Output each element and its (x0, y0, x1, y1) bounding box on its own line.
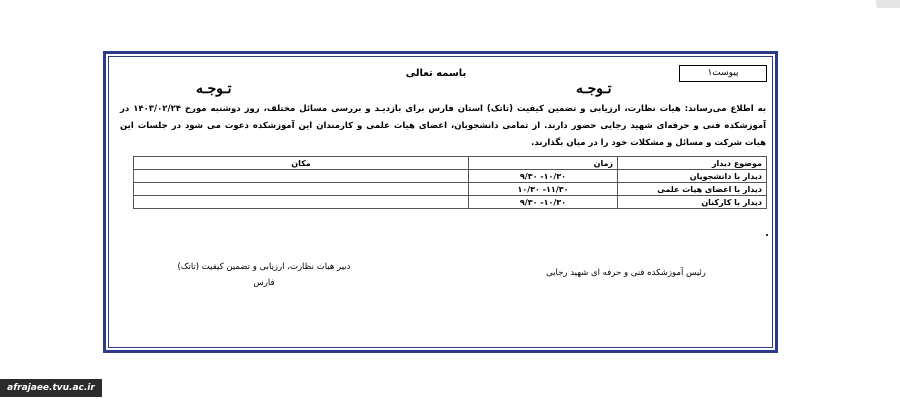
signature-right: رئیس آموزشکده فنی و حرفه ای شهید رجایی (546, 268, 706, 278)
header-place: مکان (134, 157, 469, 170)
table-header-row (134, 157, 767, 170)
row-topic: دیدار با کارکنان (618, 196, 767, 209)
schedule-table (133, 156, 767, 209)
header-time: زمان (469, 157, 618, 170)
document-title: باسمه تعالی (405, 68, 467, 79)
signature-left-line2: فارس (253, 278, 275, 288)
notice-heading-right: تـوجـه (576, 81, 612, 97)
signature-left-line1: دبیر هیات نظارت، ارزیابی و تضمین کیفیت (تاتک) (177, 262, 351, 272)
attachment-label: پیوست۱ (679, 65, 767, 82)
site-url-badge[interactable]: afrajaee.tvu.ac.ir (0, 379, 102, 397)
row-place (134, 183, 469, 196)
table-row (134, 183, 767, 196)
header-topic: موضوع دیدار (618, 157, 767, 170)
stray-dot (766, 234, 768, 236)
row-time: ۱۰/۳۰- ۹/۳۰ (469, 196, 618, 209)
row-topic: دیدار با اعضای هیات علمی (618, 183, 767, 196)
notice-heading-left: تـوجـه (196, 81, 232, 97)
announcement-body: به اطلاع می‌رساند: هیات نظارت، ارزیابی و تضمین کیفیت (تاتک) استان فارس برای بازدیـد و بررسی مسائل مختلف، روز دوشنبه مورخ ۱۴۰۳/۰۲/۲۴ در آموزشکده فنی و حرفه‌ای شهید رجایی حضور دارند. از تمامی دانشجویان، اعضای هیات علمی و کارمندان این آموزشکده دعوت می شود در جلسات این هیات شرکت و مسائل و مشکلات خود را در میان بگذارند. (120, 104, 767, 148)
table-row (134, 196, 767, 209)
signature-left (144, 259, 384, 291)
document-frame (103, 51, 778, 353)
corner-tab-shape (876, 0, 900, 8)
row-time: ۱۱/۳۰- ۱۰/۳۰ (469, 183, 618, 196)
row-place (134, 196, 469, 209)
row-time: ۱۰/۳۰- ۹/۳۰ (469, 170, 618, 183)
table-row (134, 170, 767, 183)
row-place (134, 170, 469, 183)
row-topic: دیدار با دانشجویان (618, 170, 767, 183)
